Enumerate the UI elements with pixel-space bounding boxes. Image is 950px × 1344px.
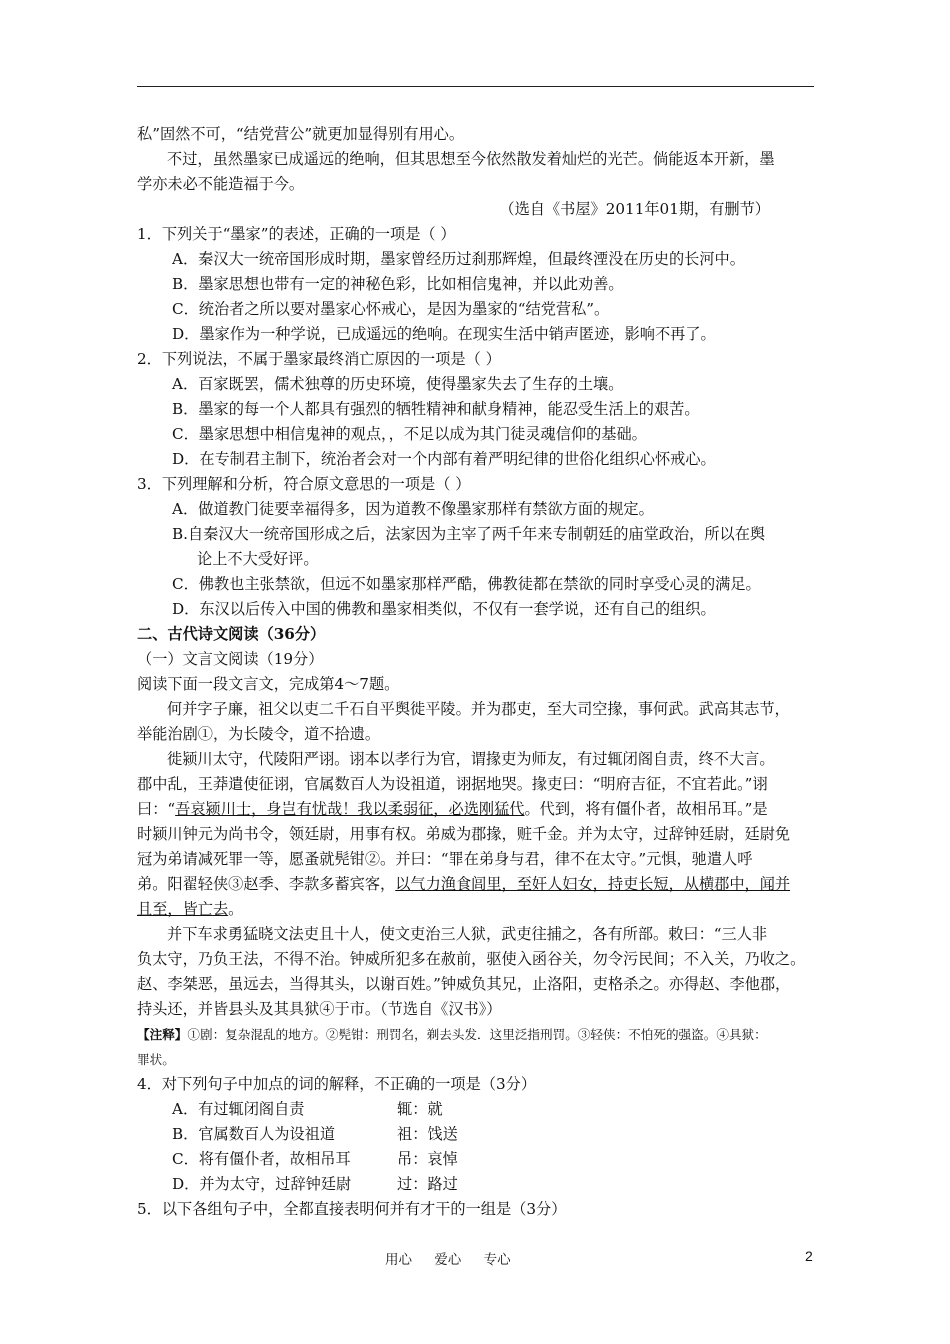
- note-label: 【注释】: [137, 1027, 188, 1042]
- underlined-sentence: 吾哀颍川士，身岂有忧哉！我以柔弱征，必选刚猛代: [175, 800, 525, 818]
- question-4-stem: 4．对下列句子中加点的词的解释，不正确的一项是（3分）: [137, 1075, 537, 1093]
- classical-line: 举能治剧①，为长陵令，道不拾遗。: [137, 725, 380, 743]
- classical-line: 持头还，并皆县头及其具狱④于市。（节选自《汉书》）: [137, 1000, 502, 1018]
- question-1-option-d: D．墨家作为一种学说，已成遥远的绝响。在现实生活中销声匿迹，影响不再了。: [172, 325, 716, 343]
- option-gloss: 祖：饯送: [397, 1125, 458, 1143]
- question-3-option-a: A．做道教门徒要幸福得多，因为道教不像墨家那样有禁欲方面的规定。: [172, 500, 654, 518]
- question-3-option-c: C．佛教也主张禁欲，但远不如墨家那样严酷，佛教徒都在禁欲的同时享受心灵的满足。: [172, 575, 761, 593]
- annotation-note-cont: 罪状。: [137, 1052, 175, 1067]
- classical-line: 负太守，乃负王法，不得不治。钟威所犯多在赦前，驱使入函谷关，勿令污民间；不入关，乃收之。: [137, 950, 806, 968]
- classical-text: 曰：“: [137, 800, 176, 818]
- section-instruction: 阅读下面一段文言文，完成第4～7题。: [137, 675, 400, 693]
- footer-motto: [385, 1248, 529, 1268]
- option-sentence: A．有过辄闭阁自责: [172, 1100, 305, 1118]
- question-3-option-d: D．东汉以后传入中国的佛教和墨家相类似，不仅有一套学说，还有自己的组织。: [172, 600, 716, 618]
- classical-line: [137, 897, 817, 922]
- question-1-option-b: B．墨家思想也带有一定的神秘色彩，比如相信鬼神，并以此劝善。: [172, 275, 624, 293]
- classical-line: [137, 797, 817, 822]
- footer-item: 用心: [385, 1252, 412, 1268]
- option-gloss: 吊：哀悼: [397, 1150, 458, 1168]
- passage-line: 学亦未必不能造福于今。: [137, 175, 305, 193]
- classical-line: 郡中乱，王莽遣使征诩，官属数百人为设祖道，诩据地哭。掾吏曰：“明府吉征，不宜若此。”诩: [137, 775, 768, 793]
- question-4-option-b: [137, 1122, 817, 1147]
- option-sentence: C．将有僵仆者，故相吊耳: [172, 1150, 351, 1168]
- note-text: ①剧：复杂混乱的地方。②髡钳：刑罚名，剃去头发．这里泛指刑罚。③轻侠：不怕死的强盗。④具狱：: [187, 1027, 767, 1042]
- classical-line: 并下车求勇猛晓文法吏且十人，使文吏治三人狱，武吏往捕之，各有所部。敕曰：“三人非: [167, 925, 768, 943]
- classical-text: 弟。阳翟轻侠③赵季、李款多蓄宾客，: [137, 875, 396, 893]
- question-1-option-a: A．秦汉大一统帝国形成时期，墨家曾经历过刹那辉煌，但最终湮没在历史的长河中。: [172, 250, 745, 268]
- passage-line: 私”固然不可，“结党营公”就更加显得别有用心。: [137, 125, 465, 143]
- question-1-option-c: C．统治者之所以要对墨家心怀戒心，是因为墨家的“结党营私”。: [172, 300, 610, 318]
- option-gloss: 辄：就: [397, 1100, 443, 1118]
- option-sentence: D．并为太守，过辞钟廷尉: [172, 1175, 352, 1193]
- classical-text: 。代到，将有僵仆者，故相吊耳。”是: [524, 800, 768, 818]
- classical-line: 冠为弟请减死罪一等，愿蚤就髡钳②。并曰：“罪在弟身与君，律不在太守。”元惧，驰遣人呼: [137, 850, 753, 868]
- question-1-stem: 1．下列关于“墨家”的表述，正确的一项是（ ）: [137, 225, 456, 243]
- classical-text: 。: [228, 900, 244, 918]
- classical-line: 徙颍川太守，代陵阳严诩。诩本以孝行为官，谓掾吏为师友，有过辄闭阁自责，终不大言。: [167, 750, 775, 768]
- annotation-note: [137, 1022, 817, 1047]
- question-4-option-a: [137, 1097, 817, 1122]
- question-3-option-b-cont: 论上不大受好评。: [197, 550, 319, 568]
- classical-line: 赵、李桀恶，虽远去，当得其头，以谢百姓。”钟威负其兄，止洛阳，吏格杀之。亦得赵、李他郡，: [137, 975, 791, 993]
- passage-line: 不过，虽然墨家已成遥远的绝响，但其思想至今依然散发着灿烂的光芒。倘能返本开新，墨: [167, 150, 775, 168]
- classical-line: 时颍川钟元为尚书令，领廷尉，用事有权。弟威为郡掾，赃千金。并为太守，过辞钟廷尉，廷尉免: [137, 825, 791, 843]
- question-2-option-c: C．墨家思想中相信鬼神的观点，，不足以成为其门徒灵魂信仰的基础。: [172, 425, 647, 443]
- footer-item: 专心: [483, 1252, 511, 1268]
- question-4-option-d: [137, 1172, 817, 1197]
- section-title: 二、古代诗文阅读（36分）: [137, 625, 326, 643]
- underlined-sentence: 以气力渔食闾里，至奸人妇女，持吏长短，从横郡中，闻并: [395, 875, 791, 893]
- classical-line: 何并字子廉，祖父以吏二千石自平舆徙平陵。并为郡吏，至大司空掾，事何武。武高其志节，: [167, 700, 790, 718]
- header-rule: [137, 86, 814, 87]
- option-sentence: B．官属数百人为设祖道: [172, 1125, 336, 1143]
- question-4-option-c: [137, 1147, 817, 1172]
- question-2-option-a: A．百家既罢，儒术独尊的历史环境，使得墨家失去了生存的土壤。: [172, 375, 624, 393]
- question-3-option-b: B.自秦汉大一统帝国形成之后，法家因为主宰了两千年来专制朝廷的庙堂政治，所以在舆: [172, 525, 766, 543]
- section-subtitle: （一）文言文阅读（19分）: [137, 650, 324, 668]
- classical-line: [137, 872, 817, 897]
- question-2-option-d: D．在专制君主制下，统治者会对一个内部有着严明纪律的世俗化组织心怀戒心。: [172, 450, 716, 468]
- document-body: [137, 122, 817, 1222]
- footer-item: 爱心: [434, 1252, 462, 1268]
- question-3-stem: 3．下列理解和分析，符合原文意思的一项是（ ）: [137, 475, 471, 493]
- question-5-stem: 5．以下各组句子中，全都直接表明何并有才干的一组是（3分）: [137, 1200, 567, 1218]
- question-2-stem: 2．下列说法，不属于墨家最终消亡原因的一项是（ ）: [137, 350, 501, 368]
- underlined-sentence: 且至，皆亡去: [137, 900, 229, 918]
- option-gloss: 过：路过: [397, 1175, 458, 1193]
- page-number: 2: [805, 1248, 813, 1264]
- question-2-option-b: B．墨家的每一个人都具有强烈的牺牲精神和献身精神，能忍受生活上的艰苦。: [172, 400, 700, 418]
- passage-source: （选自《书屋》2011年01期，有删节）: [499, 200, 770, 218]
